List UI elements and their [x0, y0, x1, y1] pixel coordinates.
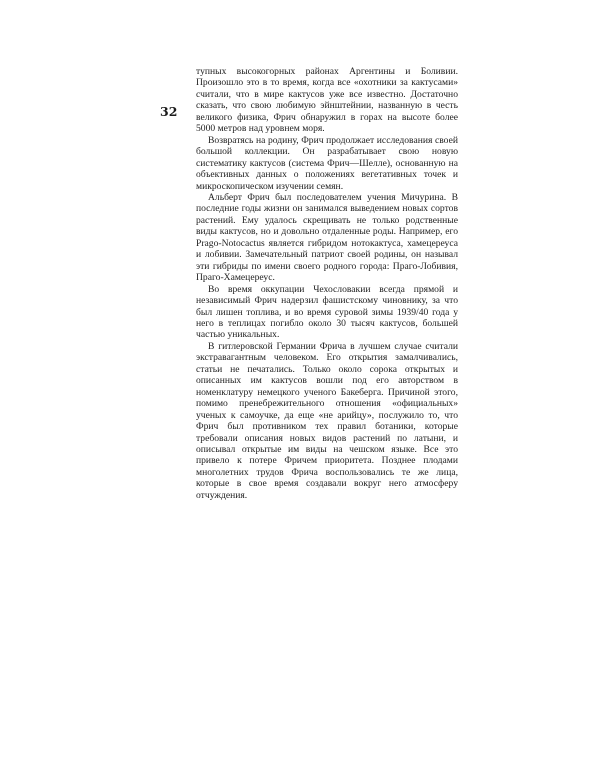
- paragraph: Во время оккупации Чехословакии всегда прямой и независимый Фрич надерзил фашистскому чиновнику, за что был лишен топлива, и во время суровой зимы 1939/40 года у него в теплицах погибло около 30 тысяч кактусов, большей частью уникальных.: [196, 283, 458, 341]
- paragraph: Возвратясь на родину, Фрич продолжает исследования своей большой коллекции. Он разрабатывает свою новую систематику кактусов (система Фрич—Шелле), основанную на объективных данных о положениях вегетативных точек и микроскопическом изучении семян.: [196, 134, 458, 192]
- paragraph: Альберт Фрич был последователем учения Мичурина. В последние годы жизни он занимался выведением новых сортов растений. Ему удалось скрещивать не только родственные виды кактусов, но и довольно отдаленные роды. Например, его Prago-Notocactus является гибридом нотокактуса, хамецереуса и лобивии. Замечательный патриот своей родины, он называл эти гибриды по имени своего родного города: Праго-Лобивия, Праго-Хамецереус.: [196, 191, 458, 284]
- paragraph: В гитлеровской Германии Фрича в лучшем случае считали экстравагантным человеком. Его открытия замалчивались, статьи не печатались. Только около сорока открытых и описанных им кактусов вошли под его авторством в номенклатуру немецкого ученого Бакеберга. Причиной этого, помимо пренебрежительного отношения «официальных» ученых к самоучке, да еще «не арийцу», послужило то, что Фрич был противником тех правил ботаники, которые требовали описания новых видов растений по латыни, и описывал открытые им виды на чешском языке. Все это привело к потере Фричем приоритета. Позднее плодами многолетних трудов Фрича воспользовались те же лица, которые в свое время создавали вокруг него атмосферу отчуждения.: [196, 340, 458, 501]
- page-number: 32: [160, 104, 178, 119]
- paragraph-continued: тупных высокогорных районах Аргентины и Боливии. Произошло это в то время, когда все «охотники за кактусами» считали, что в мире кактусов уже все известно. Достаточно сказать, что свою любимую эйнштейнии, названную в честь великого физика, Фрич обнаружил в горах на высоте более 5000 метров над уровнем моря.: [196, 66, 458, 135]
- body-text: [196, 66, 458, 501]
